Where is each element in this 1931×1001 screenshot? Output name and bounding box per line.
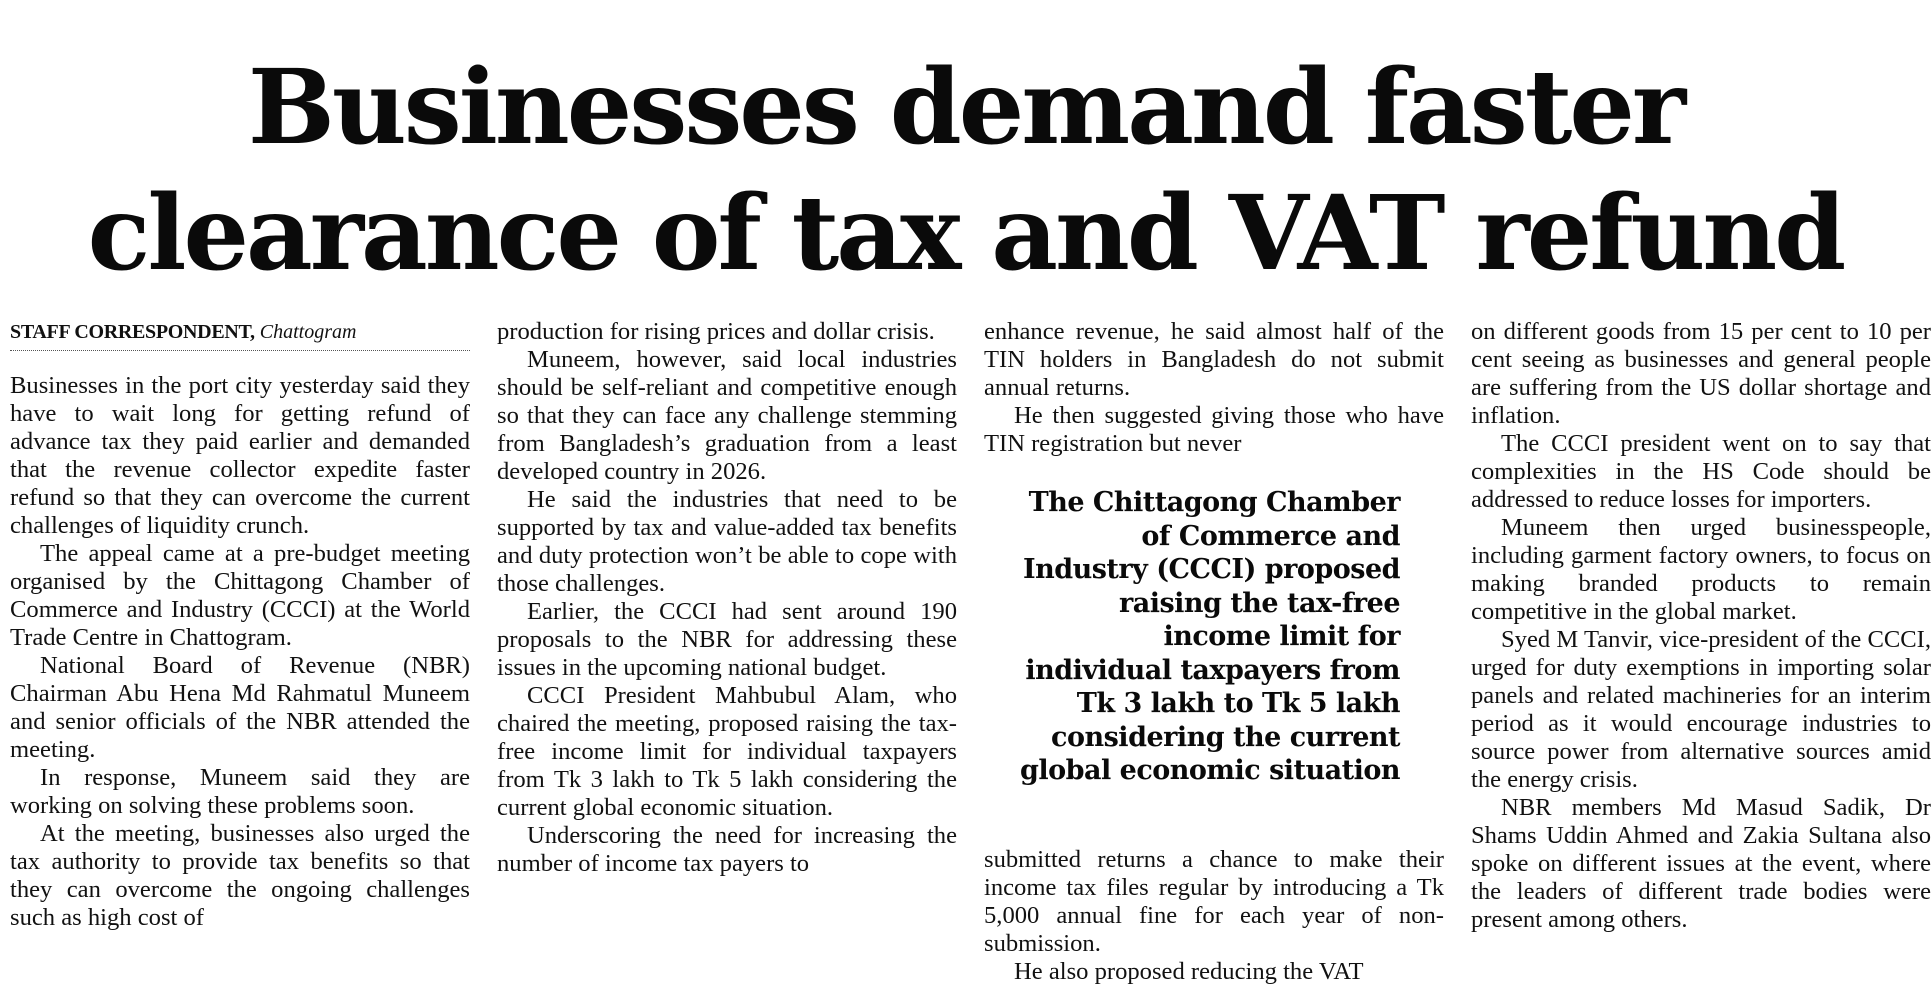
- paragraph: He then suggested giving those who have TIN registration but never: [984, 402, 1444, 457]
- column-4: [1471, 318, 1931, 934]
- paragraph: CCCI President Mahbubul Alam, who chaired the meeting, proposed raising the tax-free income limit for individual taxpayers from Tk 3 lakh to Tk 5 lakh considering the current global economic situation.: [497, 682, 957, 821]
- headline: [0, 45, 1931, 297]
- paragraph: Businesses in the port city yesterday said they have to wait long for getting refund of advance tax they paid earlier and demanded that the revenue collector expedite faster refund so that they can overcome the current challenges of liquidity crunch.: [10, 372, 470, 539]
- paragraph: He said the industries that need to be supported by tax and value-added tax benefits and duty protection won’t be able to cope with those challenges.: [497, 486, 957, 597]
- headline-line-1: Businesses demand faster: [247, 47, 1684, 168]
- paragraph: enhance revenue, he said almost half of the TIN holders in Bangladesh do not submit annual returns.: [984, 318, 1444, 401]
- paragraph: The CCCI president went on to say that complexities in the HS Code should be addressed to reduce losses for importers.: [1471, 430, 1931, 513]
- byline-name: STAFF CORRESPONDENT,: [10, 321, 255, 343]
- paragraph: Muneem then urged businesspeople, including garment factory owners, to focus on making branded products to remain competitive in the global market.: [1471, 514, 1931, 625]
- column-2: [497, 318, 957, 878]
- paragraph: Muneem, however, said local industries should be self-reliant and competitive enough so that they can face any challenge stemming from Bangladesh’s graduation from a least developed country in 2026.: [497, 346, 957, 485]
- paragraph: submitted returns a chance to make their income tax files regular by introducing a Tk 5,000 annual fine for each year of non-submission.: [984, 846, 1444, 957]
- paragraph: Syed M Tanvir, vice-president of the CCCI, urged for duty exemptions in importing solar panels and related machineries for an interim period as it would encourage industries to source power from alternative sources amid the energy crisis.: [1471, 626, 1931, 793]
- column-1: [10, 372, 470, 932]
- byline: [10, 318, 470, 351]
- paragraph: In response, Muneem said they are working on solving these problems soon.: [10, 764, 470, 819]
- paragraph: He also proposed reducing the VAT: [1014, 958, 1364, 985]
- paragraph: National Board of Revenue (NBR) Chairman Abu Hena Md Rahmatul Muneem and senior officials of the NBR attended the meeting.: [10, 652, 470, 763]
- paragraph: production for rising prices and dollar crisis.: [497, 318, 935, 345]
- headline-line-2: clearance of tax and VAT refund: [87, 173, 1844, 294]
- paragraph: Underscoring the need for increasing the number of income tax payers to: [497, 822, 957, 877]
- paragraph: At the meeting, businesses also urged the tax authority to provide tax benefits so that they can overcome the ongoing challenges such as high cost of: [10, 820, 470, 931]
- column-3-bottom: [984, 846, 1444, 986]
- paragraph: NBR members Md Masud Sadik, Dr Shams Uddin Ahmed and Zakia Sultana also spoke on different issues at the event, where the leaders of different trade bodies were present among others.: [1471, 794, 1931, 933]
- paragraph: Earlier, the CCCI had sent around 190 proposals to the NBR for addressing these issues in the upcoming national budget.: [497, 598, 957, 681]
- byline-location: Chattogram: [259, 321, 357, 343]
- pull-quote: The Chittagong Chamber of Commerce and Industry (CCCI) proposed raising the tax-free income limit for individual taxpayers from Tk 3 lakh to Tk 5 lakh considering the current global economic situation: [1019, 487, 1400, 786]
- paragraph: on different goods from 15 per cent to 10 per cent seeing as businesses and general people are suffering from the US dollar shortage and inflation.: [1471, 318, 1931, 429]
- paragraph: The appeal came at a pre-budget meeting organised by the Chittagong Chamber of Commerce and Industry (CCCI) at the World Trade Centre in Chattogram.: [10, 540, 470, 651]
- column-3-top: [984, 318, 1444, 458]
